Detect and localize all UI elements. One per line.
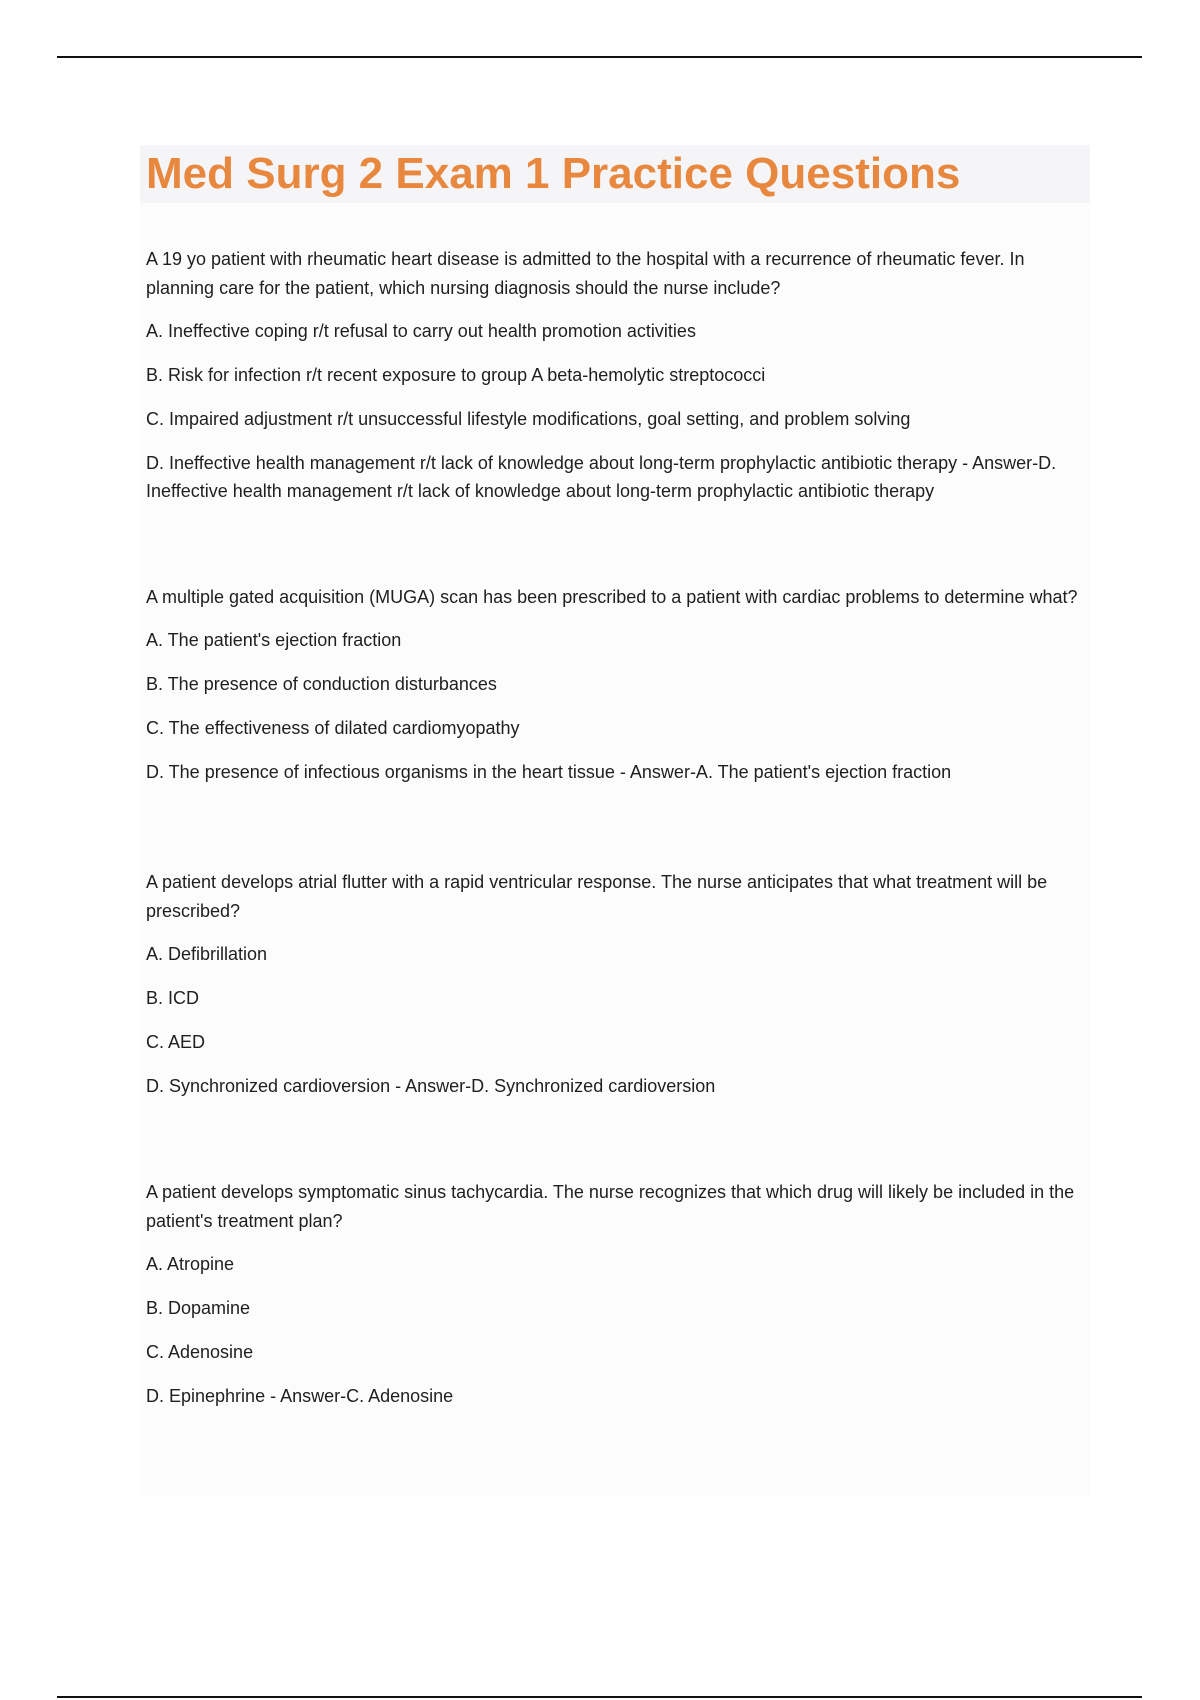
answer-option-a: A. Defibrillation [146, 944, 268, 964]
page-bottom-rule [57, 1696, 1142, 1698]
answer-option-d: D. Ineffective health management r/t lack of knowledge about long-term prophylactic antibiotic therapy - Answer-D. Ineffective health management r/t lack of knowledge about long-term prophylactic antibiotic therapy [146, 453, 1057, 501]
answer-option-c: C. The effectiveness of dilated cardiomyopathy [146, 718, 520, 738]
question-2 [146, 583, 1090, 786]
question-stem: A 19 yo patient with rheumatic heart disease is admitted to the hospital with a recurrence of rheumatic fever. In planning care for the patient, which nursing diagnosis should the nurse include? [146, 249, 1025, 298]
question-3 [146, 868, 1090, 1100]
answer-option-c: C. Impaired adjustment r/t unsuccessful lifestyle modifications, goal setting, and problem solving [146, 409, 911, 429]
answer-option-d: D. Epinephrine - Answer-C. Adenosine [146, 1386, 454, 1406]
page-top-rule [57, 56, 1142, 58]
answer-option-d: D. Synchronized cardioversion - Answer-D. Synchronized cardioversion [146, 1076, 716, 1096]
page-title: Med Surg 2 Exam 1 Practice Questions [146, 149, 961, 198]
answer-option-c: C. Adenosine [146, 1342, 254, 1362]
answer-option-d: D. The presence of infectious organisms in the heart tissue - Answer-A. The patient's ejection fraction [146, 762, 952, 782]
answer-option-b: B. The presence of conduction disturbances [146, 674, 497, 694]
question-stem: A multiple gated acquisition (MUGA) scan has been prescribed to a patient with cardiac problems to determine what? [146, 587, 1078, 607]
answer-option-a: A. The patient's ejection fraction [146, 630, 402, 650]
answer-option-b: B. Risk for infection r/t recent exposure to group A beta-hemolytic streptococci [146, 365, 766, 385]
answer-option-b: B. ICD [146, 988, 200, 1008]
question-1 [146, 245, 1090, 505]
answer-option-a: A. Ineffective coping r/t refusal to carry out health promotion activities [146, 321, 696, 341]
answer-option-b: B. Dopamine [146, 1298, 251, 1318]
title-band [140, 145, 1090, 203]
question-stem: A patient develops symptomatic sinus tachycardia. The nurse recognizes that which drug will likely be included in the patient's treatment plan? [146, 1182, 1075, 1231]
document-body [140, 145, 1090, 1496]
answer-option-a: A. Atropine [146, 1254, 235, 1274]
question-stem: A patient develops atrial flutter with a rapid ventricular response. The nurse anticipates that what treatment will be prescribed? [146, 872, 1048, 921]
question-4 [146, 1178, 1090, 1410]
answer-option-c: C. AED [146, 1032, 206, 1052]
